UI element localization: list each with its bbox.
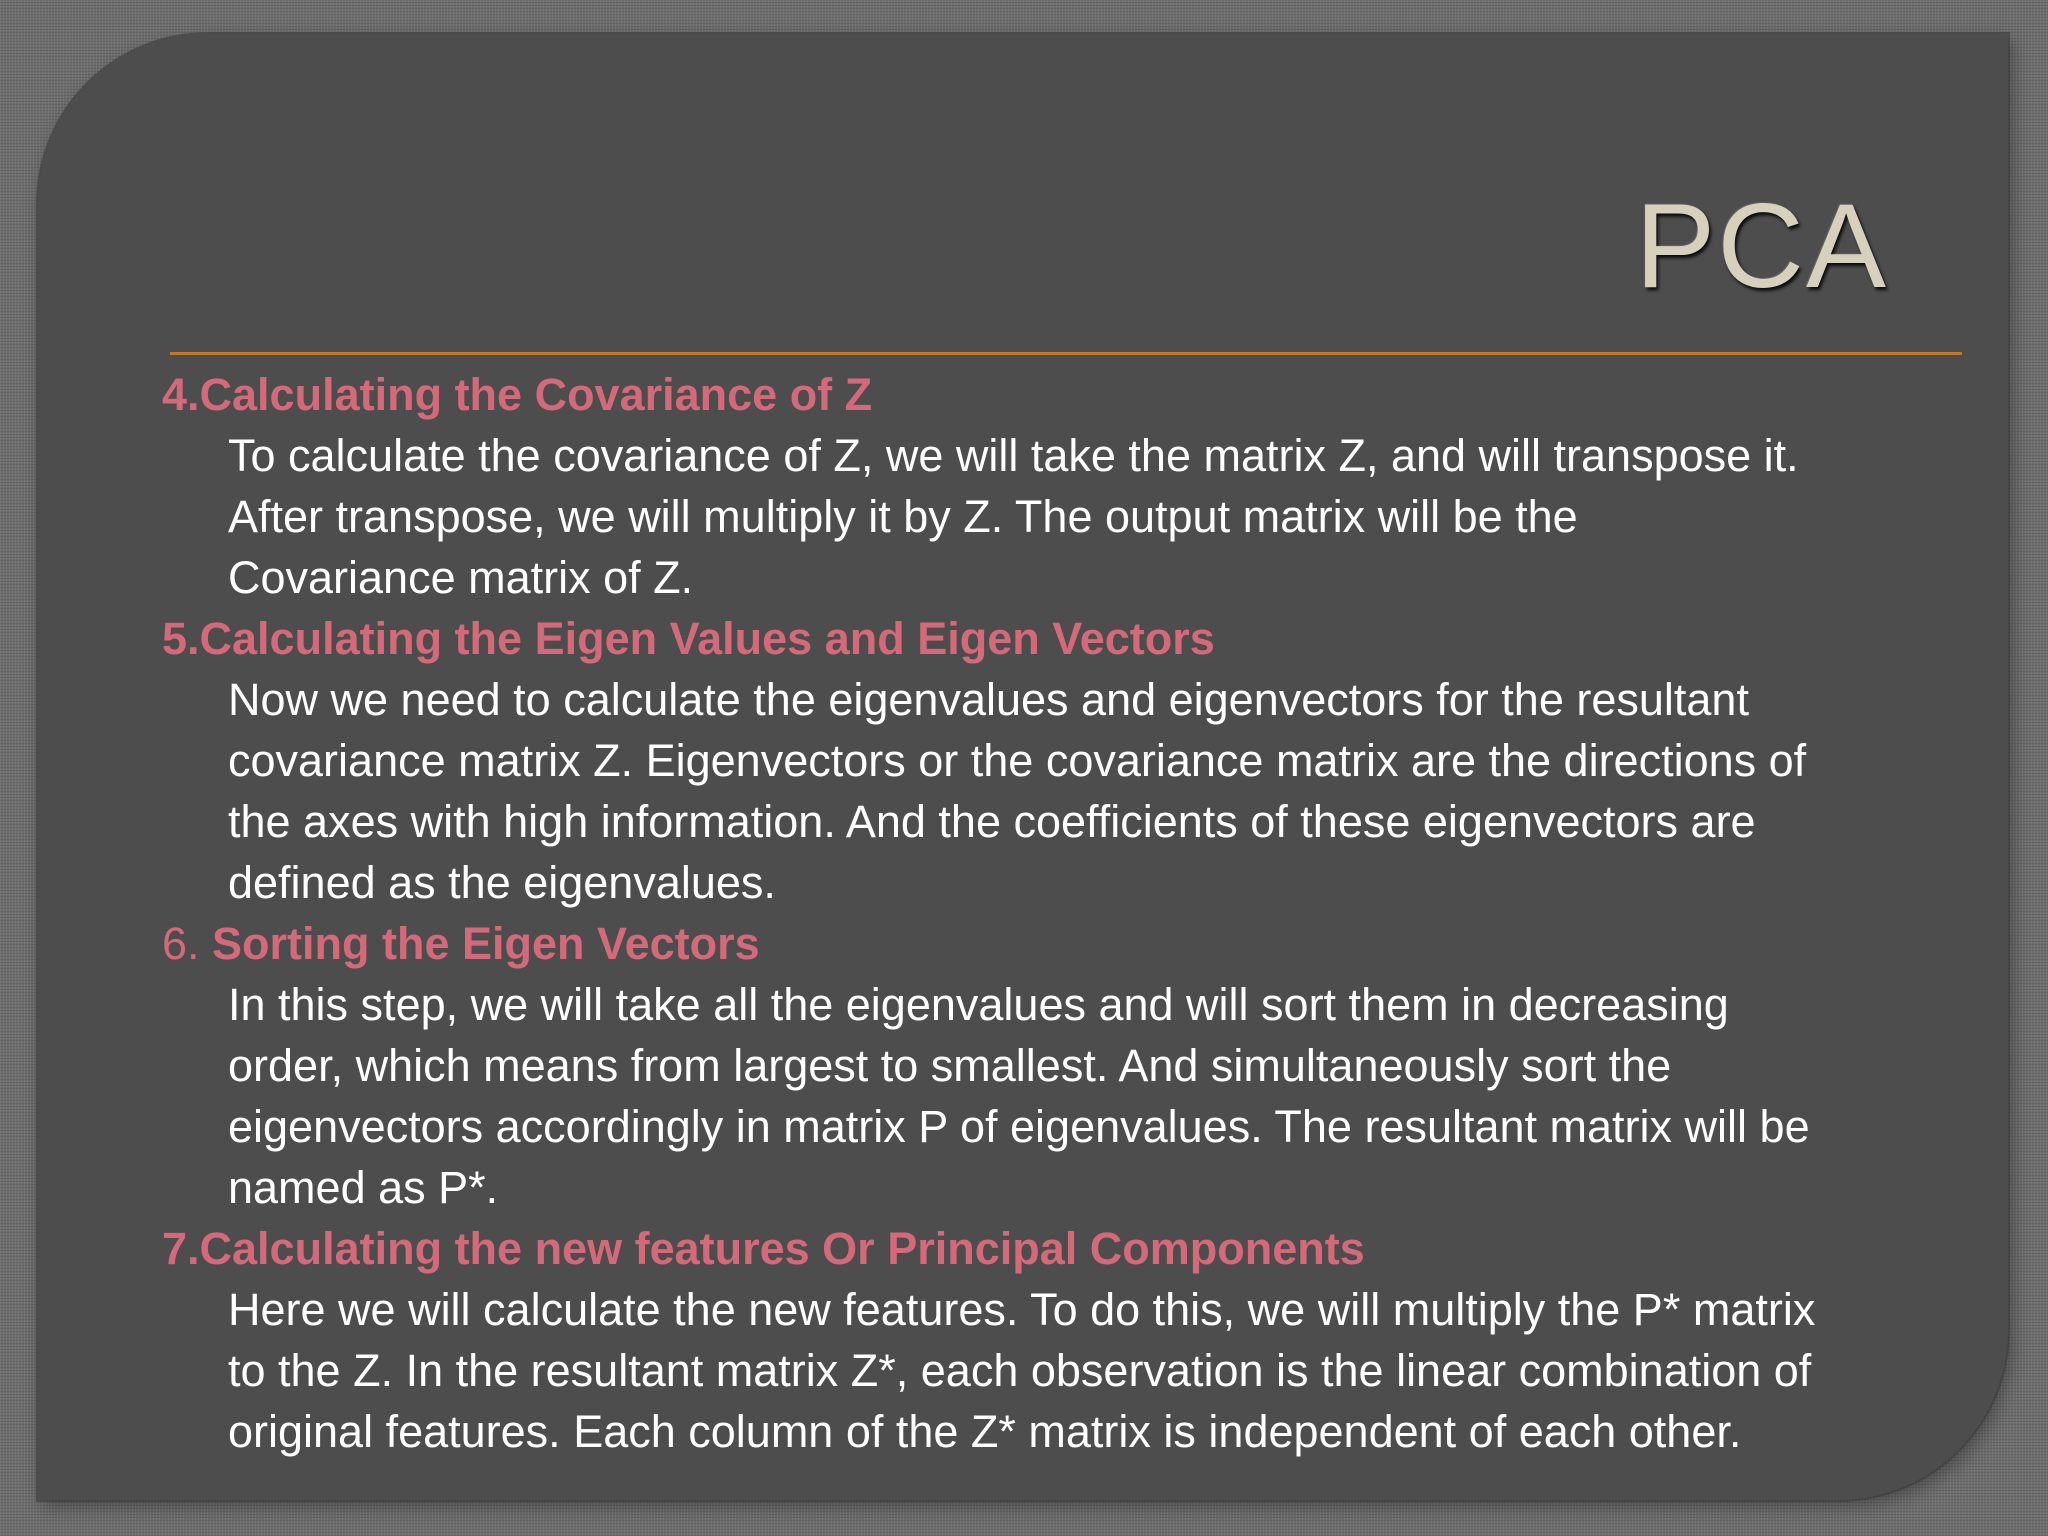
section-heading xyxy=(162,913,2042,974)
body-line: After transpose, we will multiply it by Z. The output matrix will be the xyxy=(228,491,1578,542)
heading-number: 4. xyxy=(162,369,200,420)
section-principal-components xyxy=(162,1218,2042,1462)
body-line: Now we need to calculate the eigenvalues and eigenvectors for the resultant xyxy=(228,674,1749,725)
slide-panel xyxy=(38,34,2008,1500)
body-line: eigenvectors accordingly in matrix P of eigenvalues. The resultant matrix will be xyxy=(228,1101,1810,1152)
body-line: named as P*. xyxy=(228,1162,499,1213)
section-eigen xyxy=(162,608,2042,913)
body-line: In this step, we will take all the eigenvalues and will sort them in decreasing xyxy=(228,979,1729,1030)
heading-number: 6. xyxy=(162,918,213,969)
title-divider xyxy=(170,352,1962,355)
heading-text: Sorting the Eigen Vectors xyxy=(212,918,760,969)
section-body xyxy=(228,974,2042,1218)
slide-title: PCA xyxy=(1635,179,1888,313)
section-covariance xyxy=(162,364,2042,608)
body-line: original features. Each column of the Z* matrix is independent of each other. xyxy=(228,1406,1742,1457)
slide-content xyxy=(162,364,2042,1462)
body-line: Covariance matrix of Z. xyxy=(228,552,694,603)
section-body xyxy=(228,1279,2042,1462)
body-line: Here we will calculate the new features. To do this, we will multiply the P* matrix xyxy=(228,1284,1816,1335)
section-body xyxy=(228,425,2042,608)
body-line: defined as the eigenvalues. xyxy=(228,857,776,908)
body-line: the axes with high information. And the coefficients of these eigenvectors are xyxy=(228,796,1756,847)
body-line: covariance matrix Z. Eigenvectors or the covariance matrix are the directions of xyxy=(228,735,1807,786)
heading-text: Calculating the new features Or Principal Components xyxy=(199,1223,1365,1274)
body-line: to the Z. In the resultant matrix Z*, each observation is the linear combination of xyxy=(228,1345,1812,1396)
section-body xyxy=(228,669,2042,913)
section-sorting xyxy=(162,913,2042,1218)
section-heading xyxy=(162,364,2042,425)
heading-text: Calculating the Covariance of Z xyxy=(199,369,873,420)
body-line: To calculate the covariance of Z, we will take the matrix Z, and will transpose it. xyxy=(228,430,1799,481)
heading-number: 5. xyxy=(162,613,200,664)
body-line: order, which means from largest to smallest. And simultaneously sort the xyxy=(228,1040,1672,1091)
section-heading xyxy=(162,608,2042,669)
section-heading xyxy=(162,1218,2042,1279)
heading-text: Calculating the Eigen Values and Eigen Vectors xyxy=(199,613,1215,664)
heading-number: 7. xyxy=(162,1223,200,1274)
